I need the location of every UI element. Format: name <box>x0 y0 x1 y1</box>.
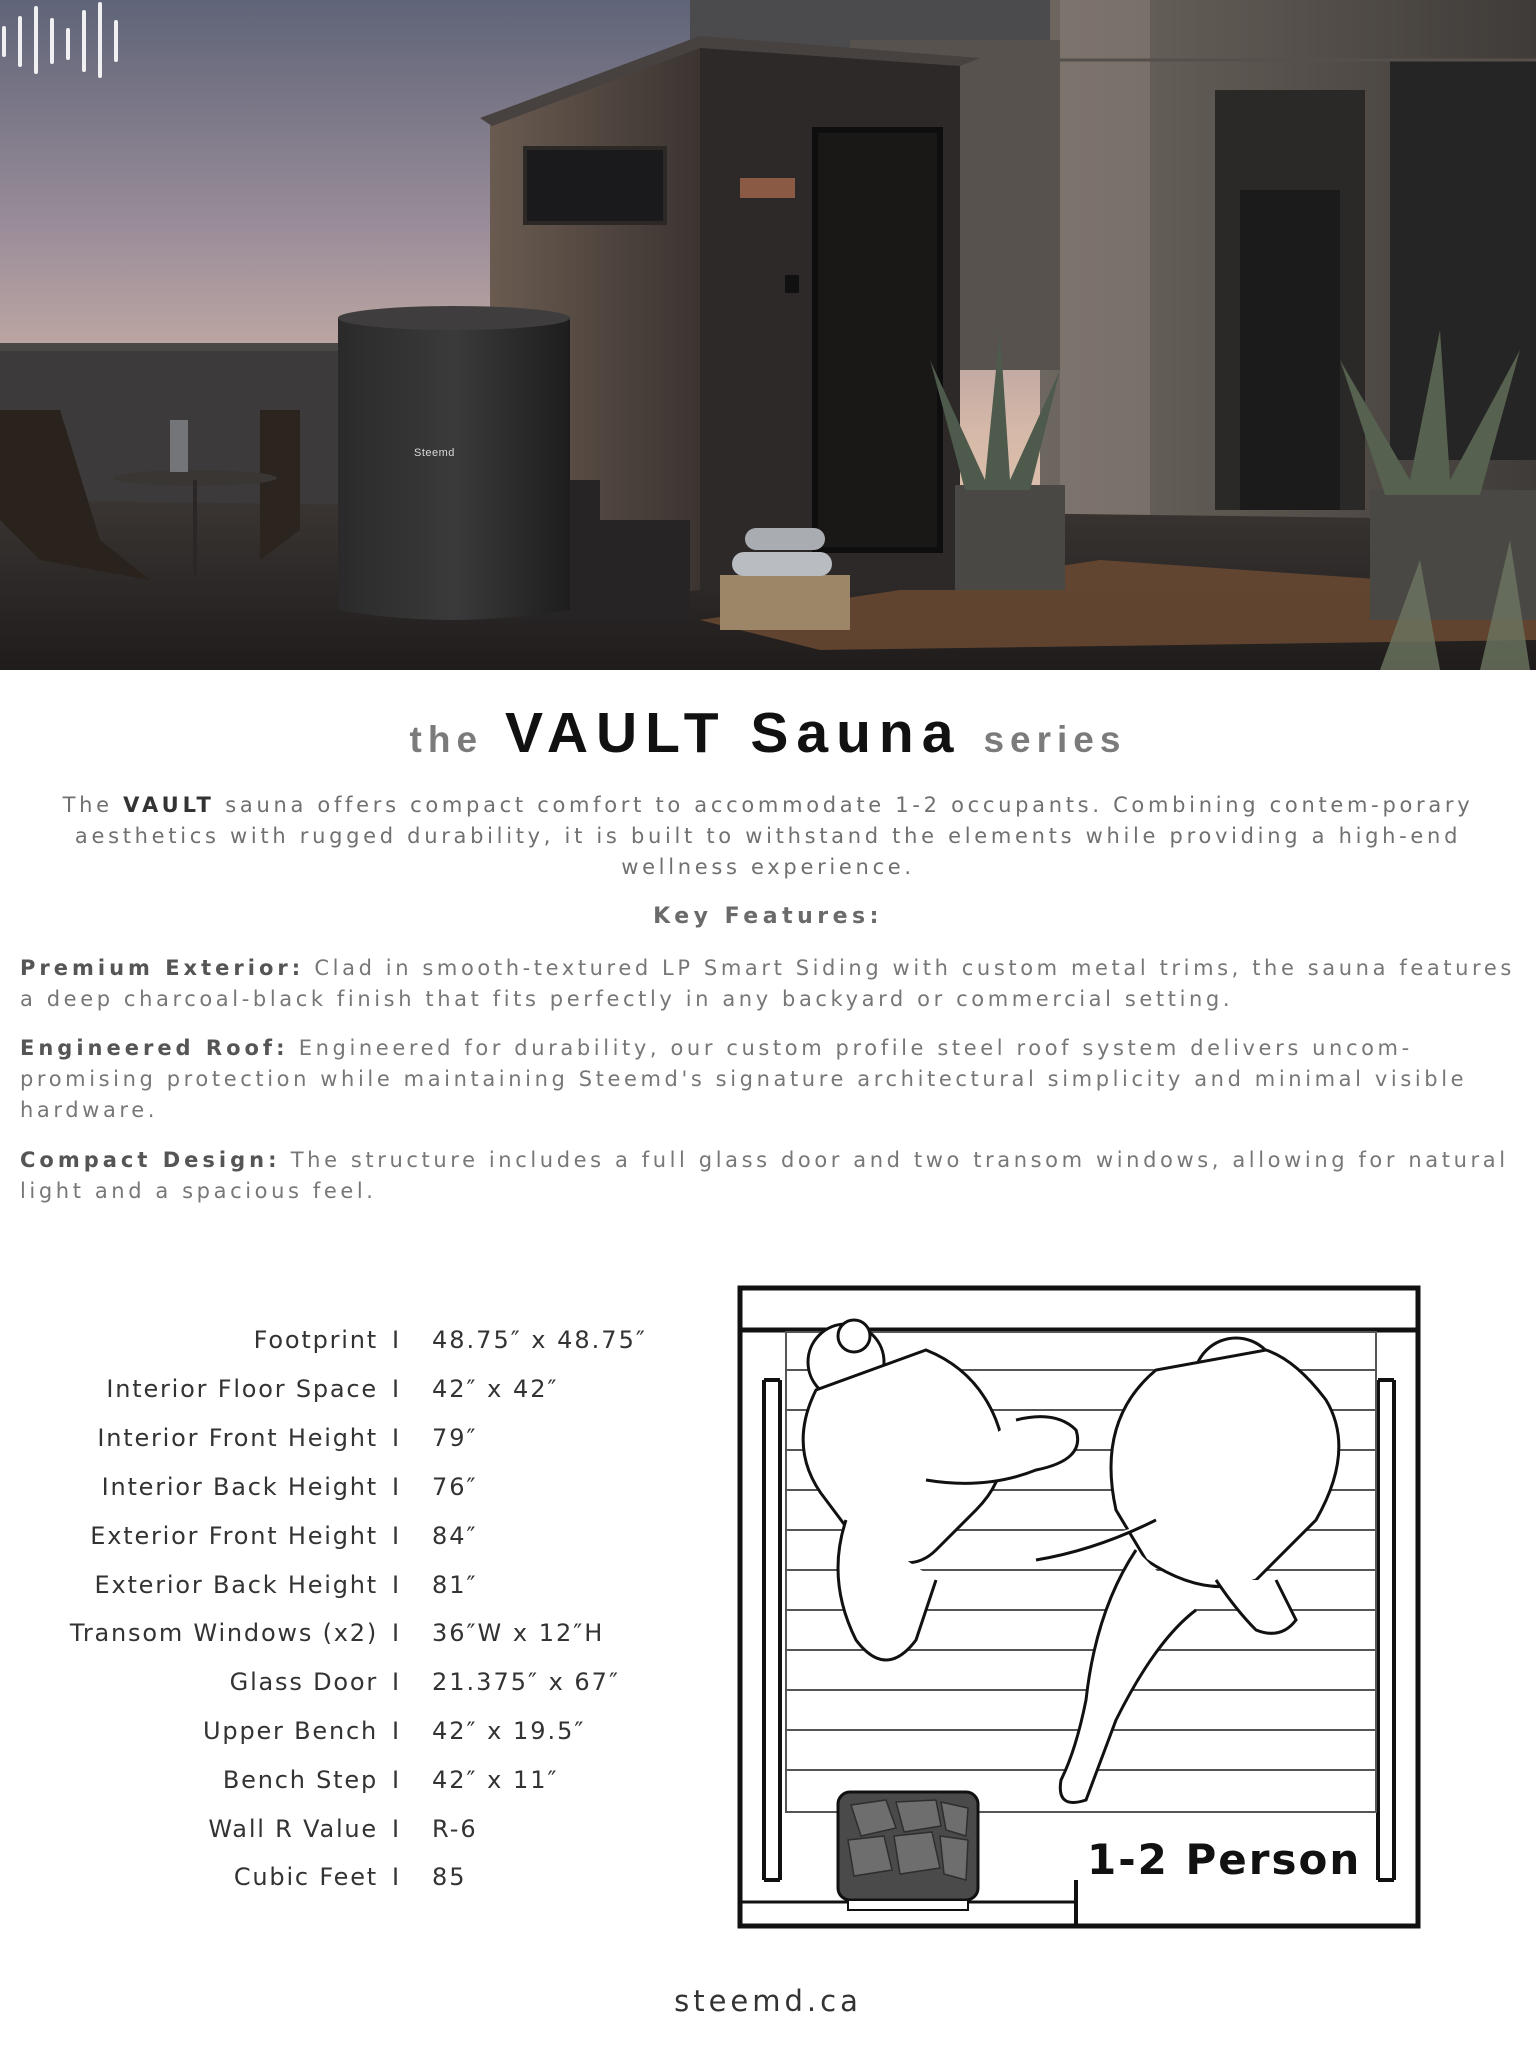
spec-value: 76″ <box>432 1473 478 1501</box>
spec-label: Interior Floor Space <box>106 1375 378 1403</box>
spec-separator: I <box>392 1619 400 1647</box>
tub-brand-label: Steemd <box>414 447 455 459</box>
title-prefix: the <box>409 719 484 760</box>
brand-logo-mark <box>0 0 130 80</box>
spec-label: Interior Back Height <box>101 1473 378 1501</box>
feature-compact-design <box>20 1145 1516 1207</box>
spec-row-interior-floor-space <box>0 1375 700 1415</box>
spec-label: Transom Windows (x2) <box>69 1619 378 1647</box>
spec-separator: I <box>392 1863 400 1891</box>
spec-row-transom-windows <box>0 1619 700 1659</box>
feature-label: Premium Exterior: <box>20 956 305 980</box>
spec-row-footprint <box>0 1326 700 1366</box>
spec-separator: I <box>392 1522 400 1550</box>
spec-value: 42″ x 42″ <box>432 1375 559 1403</box>
spec-value: 79″ <box>432 1424 478 1452</box>
key-features-heading: Key Features: <box>653 904 883 929</box>
spec-row-upper-bench <box>0 1717 700 1757</box>
floorplan-drawing <box>736 1280 1422 1930</box>
spec-label: Upper Bench <box>203 1717 378 1745</box>
spec-row-glass-door <box>0 1668 700 1708</box>
spec-row-interior-back-height <box>0 1473 700 1513</box>
spec-value: 42″ x 19.5″ <box>432 1717 586 1745</box>
title-main: VAULT Sauna <box>505 701 962 765</box>
spec-value: 84″ <box>432 1522 478 1550</box>
rooftop-scene-illustration <box>0 0 1536 670</box>
intro-brand: VAULT <box>123 793 215 817</box>
spec-separator: I <box>392 1424 400 1452</box>
spec-row-exterior-back-height <box>0 1571 700 1611</box>
spec-separator: I <box>392 1473 400 1501</box>
spec-separator: I <box>392 1571 400 1599</box>
spec-value: 36″W x 12″H <box>432 1619 605 1647</box>
page-title <box>0 700 1536 766</box>
spec-label: Glass Door <box>229 1668 378 1696</box>
spec-separator: I <box>392 1815 400 1843</box>
feature-label: Engineered Roof: <box>20 1036 289 1060</box>
spec-label: Interior Front Height <box>97 1424 378 1452</box>
capacity-label: 1-2 Person <box>1087 1835 1362 1884</box>
feature-text: Clad in smooth-textured LP Smart Siding with custom metal trims, the sauna features a deep charcoal-black finish that fits perfectly in any backyard or commercial setting. <box>20 956 1515 1011</box>
spec-value: 85 <box>432 1863 467 1891</box>
hero-photo <box>0 0 1536 670</box>
spec-label: Cubic Feet <box>233 1863 378 1891</box>
feature-premium-exterior <box>20 953 1516 1015</box>
spec-separator: I <box>392 1375 400 1403</box>
spec-label: Bench Step <box>222 1766 378 1794</box>
intro-lead: The <box>62 793 124 817</box>
spec-separator: I <box>392 1326 400 1354</box>
spec-value: 81″ <box>432 1571 478 1599</box>
feature-label: Compact Design: <box>20 1148 281 1172</box>
spec-separator: I <box>392 1766 400 1794</box>
spec-row-exterior-front-height <box>0 1522 700 1562</box>
spec-separator: I <box>392 1717 400 1745</box>
feature-text: Engineered for durability, our custom profile steel roof system delivers uncom-promising protection while maintaining Steemd's signature architectural simplicity and minimal visible hardware. <box>20 1036 1468 1122</box>
spec-label: Exterior Back Height <box>94 1571 378 1599</box>
spec-row-wall-r-value <box>0 1815 700 1855</box>
spec-row-bench-step <box>0 1766 700 1806</box>
feature-text: The structure includes a full glass door and two transom windows, allowing for natural light and a spacious feel. <box>20 1148 1509 1203</box>
spec-value: 42″ x 11″ <box>432 1766 559 1794</box>
spec-label: Wall R Value <box>208 1815 378 1843</box>
spec-label: Footprint <box>253 1326 378 1354</box>
intro-body: sauna offers compact comfort to accommodate 1-2 occupants. Combining contem-porary aesthetics with rugged durability, it is built to withstand the elements while providing a high-end wellness experience. <box>74 793 1474 879</box>
spec-value: 48.75″ x 48.75″ <box>432 1326 647 1354</box>
spec-label: Exterior Front Height <box>90 1522 378 1550</box>
feature-engineered-roof <box>20 1033 1516 1126</box>
spec-value: R-6 <box>432 1815 478 1843</box>
spec-separator: I <box>392 1668 400 1696</box>
title-suffix: series <box>983 719 1127 760</box>
intro-paragraph <box>28 790 1508 883</box>
website-url: steemd.ca <box>674 1984 862 2018</box>
spec-row-cubic-feet <box>0 1863 700 1903</box>
spec-row-interior-front-height <box>0 1424 700 1464</box>
spec-value: 21.375″ x 67″ <box>432 1668 620 1696</box>
